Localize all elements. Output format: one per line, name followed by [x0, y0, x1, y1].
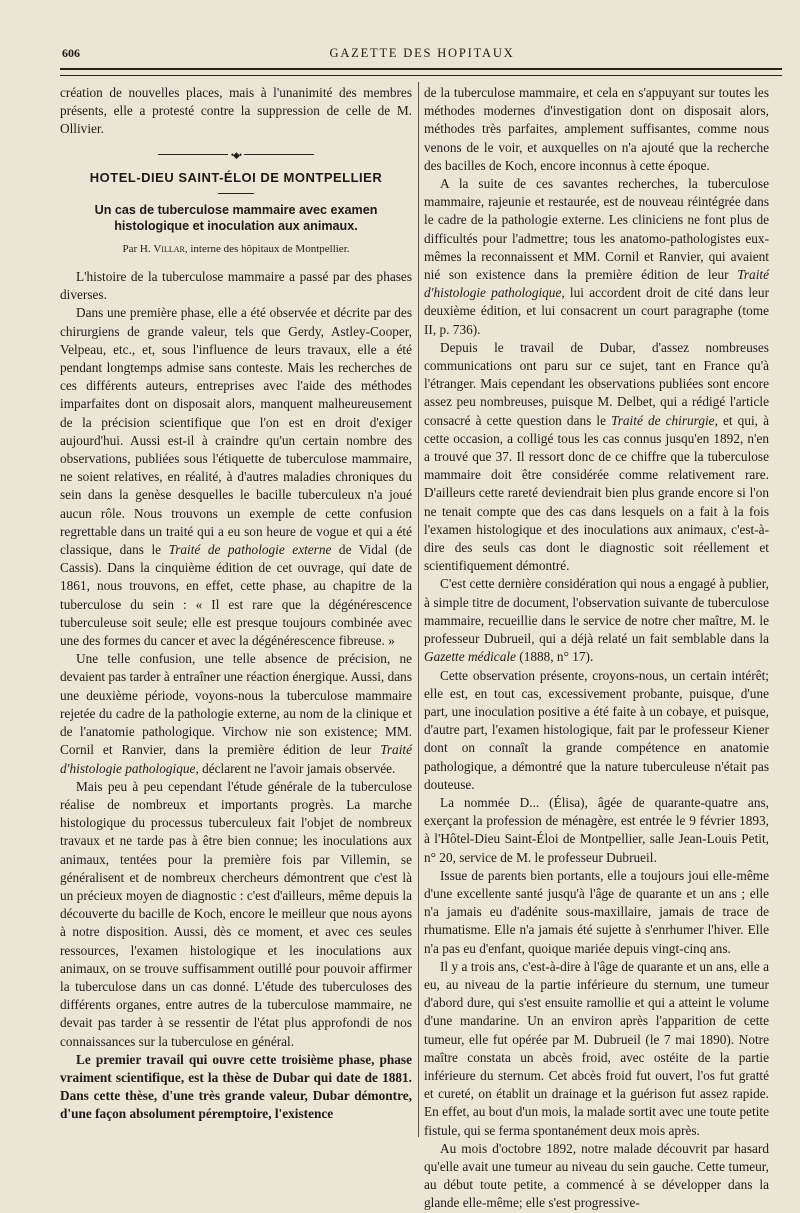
- section-heading: HOTEL-DIEU SAINT-ÉLOI DE MONTPELLIER: [89, 169, 383, 185]
- byline-suffix: , interne des hôpitaux de Montpellier.: [184, 242, 350, 255]
- ornament-line: [158, 154, 228, 155]
- section-rule: [218, 193, 254, 194]
- paragraph: L'histoire de la tuberculose mammaire a passé par des phases diverses.: [60, 269, 412, 303]
- paragraph: Au mois d'octobre 1892, notre malade découvrit par hasard qu'elle avait une tumeur au niveau du sein gauche. Cette tumeur, au début toute petite, a commencé à se développer dans la glande elle-même; elle s'est progressive-: [424, 1140, 769, 1211]
- byline-prefix: Par H.: [122, 242, 151, 255]
- paragraph: La nommée D... (Élisa), âgée de quarante-quatre ans, exerçant la profession de ménagère, est entrée le 9 février 1893, à l'Hôtel-Dieu Saint-Éloi de Montpellier, salle Jean-Louis Petit, n° 20, service de M. le professeur Dubrueil.: [424, 794, 769, 865]
- byline-author: Villar: [153, 242, 185, 255]
- journal-title: GAZETTE DES HOPITAUX: [329, 46, 515, 60]
- paragraph: Il y a trois ans, c'est-à-dire à l'âge de quarante et un ans, elle a eu, au niveau de la partie inférieure du sternum, une tumeur d'abord dure, qui s'est ensuite ramollie et qui a atteint le volume d'une mandarine. Un an environ après l'apparition de cette tumeur, elle fut opérée par M. Dubrueil (le 7 mai 1890). Notre maître constata un abcès froid, avec ostéite de la partie inférieure du sternum. Cet abcès froid fut ouvert, l'os fut gratté et cureté, on établit un drainage et la guérison fut assez rapide. En effet, au bout d'un mois, la malade sortit avec une toute petite fistule, qui se ferma spontanément deux mois après.: [424, 958, 769, 1138]
- article-title: Un cas de tuberculose mammaire avec examen histologique et inoculation aux animaux.: [94, 202, 378, 233]
- book-title: Traité de chirurgie: [611, 412, 715, 428]
- byline: [60, 240, 412, 258]
- paragraph: Mais peu à peu cependant l'étude générale de la tuberculose réalise de nombreux et importants progrès. La marche histologique du processus tuberculeux fait l'objet de nombreux travaux et ne tarde pas à être bien connue; les inoculations aux animaux, tentées pour la première fois par Villemin, se généralisent et de nombreux chercheurs démontrent que c'est là un précieux moyen de diagnostic : c'est d'ailleurs, même depuis la découverte du bacille de Koch, encore le meilleur que nous ayons à notre disposition. Aussi, dès ce moment, et avec ces seules ressources, l'examen histologique et les inoculations aux animaux, on se trouve suffisamment outillé pour pouvoir affirmer la tuberculose dans un cas donné. L'étude des tuberculoses des différents organes, entre autres de la tuberculose mammaire, ne devait pas tarder à se ressentir de l'état plus approfondi de nos connaissances sur la tuberculose en général.: [60, 778, 412, 1049]
- journal-reference: Gazette médicale: [424, 649, 516, 665]
- header-rule: [60, 68, 782, 76]
- paragraph: Dans une première phase, elle a été observée et décrite par des chirurgiens de grande valeur, tels que Gerdy, Astley-Cooper, Velpeau, etc., et, sous l'influence de leurs travaux, elle a été pendant longtemps admise sans conteste. Mais les recherches de ces différents auteurs, entreprises avec l'aide des méthodes imparfaites dont on disposait alors, manquent malheureusement de la précision scientifique que l'on est en droit d'exiger aujourd'hui. Aussi est-il à craindre qu'un certain nombre des observations, publiées sous l'étiquette de tuberculose mammaire, ne soient relatives, en réalité, à d'autres maladies chroniques du sein dans la genèse desquelles le bacille tuberculeux n'a joué aucun rôle. Nous trouvons un exemple de cette confusion regrettable dans un traité qui a eu son heure de vogue et qui a été classique, dans le Traité de pathologie externe de Vidal (de Cassis). Dans la cinquième édition de cet ouvrage, qui date de 1861, nous trouvons, en effet, cette phase, au chapitre de la tuberculose du sein : « Il est rare que la dégénérescence tuberculeuse soit seule; elle est presque toujours combinée avec une des formes du cancer et avec la dégénérescence fibreuse. »: [60, 305, 412, 649]
- paragraph: Cette observation présente, croyons-nous, un certain intérêt; elle est, en tout cas, excessivement probante, puisque, d'une part, une inoculation positive a été faite à un cobaye, et puisque, d'autre part, l'examen histologique, fait par le professeur Kiener dont on connaît la grande compétence en anatomie pathologique, a démontré que la nature tuberculeuse n'était pas douteuse.: [424, 667, 769, 792]
- right-column: [424, 84, 769, 1213]
- section-ornament: [60, 149, 412, 161]
- page-number: 606: [62, 46, 80, 60]
- paragraph: A la suite de ces savantes recherches, la tuberculose mammaire, rajeunie et restaurée, est de nouveau réintégrée dans le cadre de la pathologie externe. Les cliniciens ne font plus de difficultés pour l'admettre; tous les anatomo-pathologistes eux-mêmes la reconnaissent et MM. Cornil et Ranvier, qui avaient nié son existence dans la première édition de leur Traité d'histologie pathologique, lui accordent droit de cité dans leur deuxième édition, et lui consacrent un court paragraphe (tome II, p. 736).: [424, 176, 769, 337]
- ornament-glyph: •◆•: [230, 149, 242, 160]
- page-header: [62, 46, 782, 66]
- book-title: Traité d'histologie pathologique: [424, 267, 769, 301]
- paragraph: Issue de parents bien portants, elle a toujours joui elle-même d'une excellente santé jusqu'à l'âge de quarante et un ans ; elle n'a jamais eu d'adénite sous-maxillaire, jamais de trace de rhumatisme. Elle n'a jamais été sujette à s'enrhumer l'hiver. Elle n'a pas eu d'enfant, quoique mariée depuis vingt-cinq ans.: [424, 867, 769, 956]
- paragraph: C'est cette dernière considération qui nous a engagé à publier, à simple titre de document, l'observation suivante de tuberculose mammaire, recueillie dans le service de notre cher maître, M. le professeur Dubrueil, qui a déjà relaté un fait semblable dans la Gazette médicale (1888, n° 17).: [424, 576, 769, 665]
- intro-paragraph: création de nouvelles places, mais à l'unanimité des membres présents, elle a protesté contre la suppression de celle de M. Ollivier.: [60, 85, 412, 137]
- paragraph: de la tuberculose mammaire, et cela en s'appuyant sur toutes les méthodes modernes d'investigation dont on disposait alors, méthodes très parfaites, amplement suffisantes, comme nous venons de le voir, et auxquelles on n'a ajouté que la recherche des bacilles de Koch, encore inconnus à cette époque.: [424, 85, 769, 173]
- book-title: Traité d'histologie pathologique: [60, 742, 412, 776]
- book-title: Traité de pathologie externe: [168, 542, 332, 558]
- left-column: [60, 84, 412, 1124]
- ornament-line: [244, 154, 314, 155]
- column-divider: [418, 82, 419, 1137]
- paragraph: Le premier travail qui ouvre cette troisième phase, phase vraiment scientifique, est la thèse de Dubar qui date de 1881. Dans cette thèse, d'une très grande valeur, Dubar démontre, d'une façon absolument péremptoire, l'existence: [60, 1051, 412, 1122]
- paragraph: Depuis le travail de Dubar, d'assez nombreuses communications ont paru sur ce sujet, tant en France qu'à l'étranger. Mais cependant les observations publiées sont encore assez peu nombreuses, puisque M. Delbet, qui a rédigé l'article consacré à cette question dans le Traité de chirurgie, et qui, à cette occasion, a colligé tous les cas connus jusqu'en 1892, n'en a trouvé que 37. Il ressort donc de ce chiffre que la tuberculose mammaire doit être considérée comme relativement rare. D'ailleurs cette rareté deviendrait bien plus grande encore si l'on ne tenait compte que des cas dans lesquels on a fait à la fois l'examen histologique et des inoculations aux animaux, c'est-à-dire des seuls cas dont le diagnostic soit réellement et scientifiquement démontré.: [424, 339, 769, 574]
- paragraph: Une telle confusion, une telle absence de précision, ne devaient pas tarder à entraîner une réaction énergique. Aussi, dans une deuxième période, voyons-nous la tuberculose mammaire rejetée du cadre de la pathologie externe, au nom de la clinique et de l'anatomie pathologique. Virchow nie son existence; MM. Cornil et Ranvier, dans la première édition de leur Traité d'histologie pathologique, déclarent ne l'avoir jamais observée.: [60, 651, 412, 776]
